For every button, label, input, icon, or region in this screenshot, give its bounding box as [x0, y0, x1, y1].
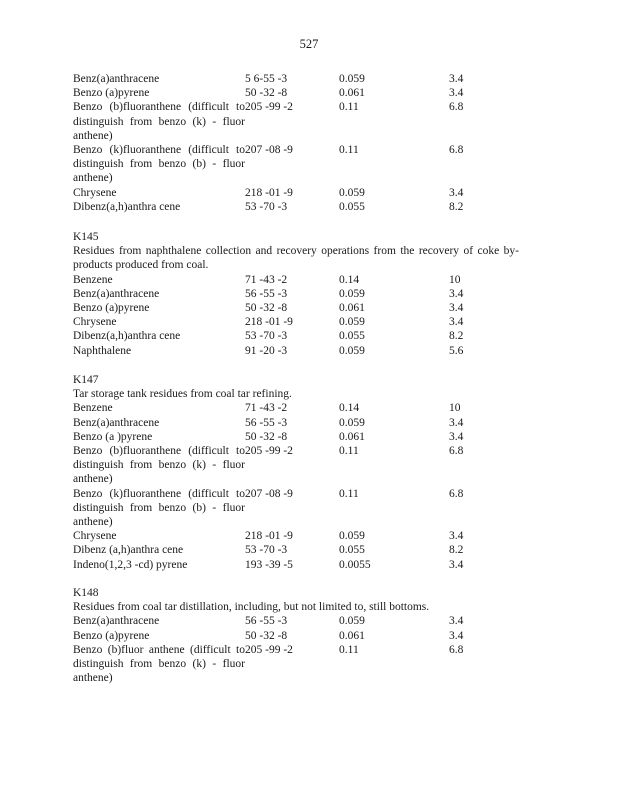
- concentration-1: 0.061: [339, 302, 365, 315]
- cas-number: 207 -08 -9: [245, 144, 293, 157]
- concentration-1: 0.055: [339, 330, 365, 343]
- concentration-2: 3.4: [449, 87, 464, 100]
- concentration-1: 0.059: [339, 615, 365, 628]
- concentration-1: 0.059: [339, 287, 365, 300]
- table-row: [73, 186, 523, 200]
- cas-number: 71 -43 -2: [245, 402, 288, 415]
- constituent-name: Benzo (a)pyrene: [73, 87, 150, 100]
- table-row: [73, 329, 523, 343]
- cas-number: 56 -55 -3: [245, 416, 288, 429]
- section-continuation: [73, 72, 523, 214]
- concentration-2: 6.8: [449, 643, 464, 656]
- table-row: [73, 444, 523, 487]
- table-row: [73, 72, 523, 86]
- constituent-name: Dibenz(a,h)anthra cene: [73, 330, 181, 343]
- page-number: 527: [299, 37, 319, 51]
- concentration-1: 0.061: [339, 87, 365, 100]
- table-row: [73, 529, 523, 543]
- cas-number: 56 -55 -3: [245, 287, 288, 300]
- concentration-1: 0.11: [339, 101, 359, 114]
- table-row: [73, 315, 523, 329]
- waste-code: K147: [73, 374, 99, 386]
- table-row: [73, 558, 523, 572]
- constituent-name: Benz(a)anthracene: [73, 287, 160, 300]
- table-row: [73, 100, 523, 143]
- section-k145: [73, 230, 523, 358]
- concentration-1: 0.059: [339, 416, 365, 429]
- cas-number: 50 -32 -8: [245, 87, 288, 100]
- concentration-2: 5.6: [449, 344, 464, 357]
- constituent-name: Benzo (b)fluoranthene (difficult to distinguish from benzo (k) - fluor anthene): [73, 445, 245, 486]
- waste-code: K148: [73, 587, 99, 599]
- concentration-2: 10: [449, 402, 461, 415]
- cas-number: 53 -70 -3: [245, 544, 288, 557]
- concentration-1: 0.0055: [339, 558, 371, 571]
- cas-number: 193 -39 -5: [245, 558, 293, 571]
- cas-number: 50 -32 -8: [245, 629, 288, 642]
- concentration-2: 3.4: [449, 629, 464, 642]
- constituent-name: Benzene: [73, 402, 113, 415]
- cas-number: 218 -01 -9: [245, 530, 293, 543]
- table-row: [73, 643, 523, 686]
- table-row: [73, 273, 523, 287]
- concentration-1: 0.059: [339, 530, 365, 543]
- concentration-1: 0.059: [339, 316, 365, 329]
- concentration-1: 0.14: [339, 402, 360, 415]
- table-row: [73, 430, 523, 444]
- constituent-name: Benzo (b)fluor anthene (difficult to distinguish from benzo (k) - fluor anthene): [73, 643, 245, 685]
- constituent-name: Chrysene: [73, 316, 117, 329]
- concentration-2: 6.8: [449, 144, 464, 157]
- concentration-2: 10: [449, 273, 461, 286]
- constituent-name: Benzo (b)fluoranthene (difficult to distinguish from benzo (k) - fluor anthene): [73, 101, 245, 142]
- concentration-1: 0.055: [339, 544, 365, 557]
- concentration-1: 0.11: [339, 643, 359, 656]
- cas-number: 50 -32 -8: [245, 430, 288, 443]
- concentration-1: 0.11: [339, 487, 359, 500]
- table-row: [73, 287, 523, 301]
- cas-number: 205 -99 -2: [245, 643, 293, 656]
- concentration-1: 0.059: [339, 73, 365, 85]
- table-row: [73, 344, 523, 358]
- concentration-2: 3.4: [449, 530, 464, 543]
- concentration-2: 8.2: [449, 544, 464, 557]
- concentration-2: 8.2: [449, 200, 464, 213]
- concentration-1: 0.055: [339, 200, 365, 213]
- cas-number: 205 -99 -2: [245, 445, 293, 458]
- concentration-2: 3.4: [449, 73, 464, 85]
- constituent-name: Chrysene: [73, 186, 117, 199]
- constituent-name: Naphthalene: [73, 344, 132, 357]
- constituent-name: Benz(a)anthracene: [73, 73, 160, 85]
- concentration-1: 0.11: [339, 144, 359, 157]
- table-row: [73, 629, 523, 643]
- concentration-1: 0.11: [339, 445, 359, 458]
- constituent-name: Indeno(1,2,3 -cd) pyrene: [73, 558, 188, 571]
- concentration-2: 3.4: [449, 186, 464, 199]
- concentration-2: 6.8: [449, 101, 464, 114]
- concentration-2: 3.4: [449, 615, 464, 628]
- waste-description: Residues from coal tar distillation, including, but not limited to, still bottoms.: [73, 601, 430, 614]
- concentration-2: 3.4: [449, 302, 464, 315]
- cas-number: 91 -20 -3: [245, 344, 288, 357]
- cas-number: 71 -43 -2: [245, 273, 288, 286]
- table-row: [73, 401, 523, 415]
- concentration-2: 3.4: [449, 416, 464, 429]
- waste-description: Tar storage tank residues from coal tar refining.: [73, 388, 292, 401]
- constituent-name: Benz(a)anthracene: [73, 615, 160, 628]
- concentration-2: 3.4: [449, 316, 464, 329]
- constituent-name: Benzo (a)pyrene: [73, 629, 150, 642]
- section-k147: [73, 373, 523, 572]
- constituent-name: Benzo (a )pyrene: [73, 430, 153, 443]
- cas-number: 50 -32 -8: [245, 302, 288, 315]
- table-row: [73, 487, 523, 530]
- constituent-name: Benzo (k)fluoranthene (difficult to distinguish from benzo (b) - fluor anthene): [73, 144, 245, 185]
- constituent-name: Benzene: [73, 273, 113, 286]
- concentration-2: 6.8: [449, 487, 464, 500]
- concentration-1: 0.059: [339, 186, 365, 199]
- concentration-2: 3.4: [449, 430, 464, 443]
- constituent-name: Benzo (k)fluoranthene (difficult to distinguish from benzo (b) - fluor anthene): [73, 487, 245, 529]
- concentration-2: 3.4: [449, 287, 464, 300]
- concentration-2: 3.4: [449, 558, 464, 571]
- cas-number: 207 -08 -9: [245, 487, 293, 500]
- table-row: [73, 200, 523, 214]
- table-row: [73, 543, 523, 557]
- table-row: [73, 143, 523, 186]
- concentration-2: 8.2: [449, 330, 464, 343]
- cas-number: 218 -01 -9: [245, 316, 293, 329]
- cas-number: 53 -70 -3: [245, 200, 288, 213]
- section-k148: [73, 586, 523, 685]
- concentration-1: 0.14: [339, 273, 360, 286]
- waste-code: K145: [73, 231, 99, 243]
- cas-number: 53 -70 -3: [245, 330, 288, 343]
- waste-description: Residues from naphthalene collection and recovery operations from the recovery of coke by-products produced from coal.: [73, 245, 519, 272]
- constituent-name: Benz(a)anthracene: [73, 416, 160, 429]
- cas-number: 205 -99 -2: [245, 101, 293, 114]
- constituent-name: Benzo (a)pyrene: [73, 302, 150, 315]
- cas-number: 5 6-55 -3: [245, 73, 288, 85]
- table-row: [73, 614, 523, 628]
- cas-number: 56 -55 -3: [245, 615, 288, 628]
- table-row: [73, 301, 523, 315]
- concentration-1: 0.059: [339, 344, 365, 357]
- constituent-name: Chrysene: [73, 530, 117, 543]
- concentration-2: 6.8: [449, 445, 464, 458]
- concentration-1: 0.061: [339, 629, 365, 642]
- table-row: [73, 86, 523, 100]
- concentration-1: 0.061: [339, 430, 365, 443]
- table-row: [73, 416, 523, 430]
- cas-number: 218 -01 -9: [245, 186, 293, 199]
- constituent-name: Dibenz (a,h)anthra cene: [73, 544, 184, 557]
- constituent-name: Dibenz(a,h)anthra cene: [73, 200, 181, 213]
